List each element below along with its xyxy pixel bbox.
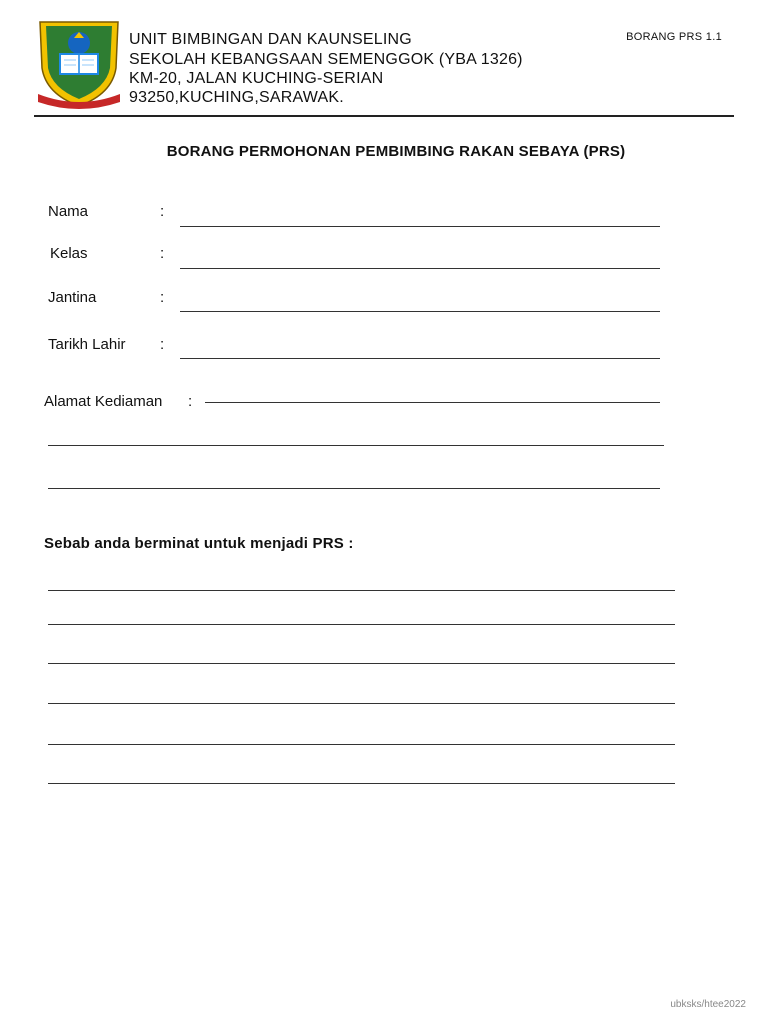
reason-line-6[interactable] (48, 783, 675, 784)
header-divider (34, 115, 734, 117)
footer-credit: ubksks/htee2022 (670, 999, 746, 1010)
address-label: Alamat Kediaman (44, 393, 163, 410)
school-name: SEKOLAH KEBANGSAAN SEMENGGOK (YBA 1326) (129, 51, 523, 68)
address-line-1: KM-20, JALAN KUCHING-SERIAN (129, 70, 384, 87)
name-field[interactable] (180, 226, 660, 227)
school-logo (36, 16, 122, 110)
address-field-2[interactable] (48, 445, 664, 446)
address-colon: : (188, 393, 193, 410)
unit-name: UNIT BIMBINGAN DAN KAUNSELING (129, 31, 412, 48)
reason-line-4[interactable] (48, 703, 675, 704)
dob-colon: : (160, 336, 165, 353)
address-field-3[interactable] (48, 488, 660, 489)
form-code: BORANG PRS 1.1 (626, 31, 722, 43)
reason-line-2[interactable] (48, 624, 675, 625)
class-label: Kelas (50, 245, 88, 262)
class-field[interactable] (180, 268, 660, 269)
reason-line-5[interactable] (48, 744, 675, 745)
gender-label: Jantina (48, 289, 97, 306)
gender-field[interactable] (180, 311, 660, 312)
address-line-2: 93250,KUCHING,SARAWAK. (129, 89, 344, 106)
reason-line-1[interactable] (48, 590, 675, 591)
class-colon: : (160, 245, 165, 262)
name-colon: : (160, 203, 165, 220)
reason-line-3[interactable] (48, 663, 675, 664)
reason-question: Sebab anda berminat untuk menjadi PRS : (44, 535, 354, 552)
gender-colon: : (160, 289, 165, 306)
dob-field[interactable] (180, 358, 660, 359)
form-title: BORANG PERMOHONAN PEMBIMBING RAKAN SEBAYA (PRS) (166, 143, 626, 160)
address-field-1[interactable] (205, 402, 660, 403)
dob-label: Tarikh Lahir (48, 336, 126, 353)
name-label: Nama (48, 203, 89, 220)
